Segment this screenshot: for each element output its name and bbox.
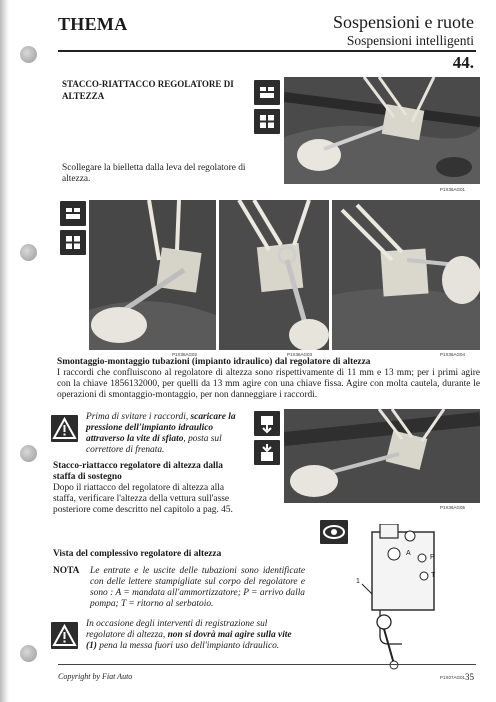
photo-chiave-2 xyxy=(219,200,329,350)
nota-label: NOTA xyxy=(53,566,80,576)
warning-text: In occasione degli interventi di registrazione sul regolatore di altezza, non si dovrà mai agire sulla vite (1) pena la messa fuori uso dell'impianto idraulico. xyxy=(86,619,292,651)
section-title: Stacco-riattacco regolatore di altezza dalla staffa di sostegno xyxy=(53,461,223,482)
photo-staffa xyxy=(284,409,480,503)
binder-hole xyxy=(20,645,37,662)
footer-rule xyxy=(58,664,476,665)
section-body: Scollegare la bielletta dalla leva del regolatore di altezza. xyxy=(62,163,246,184)
procedure-icon xyxy=(254,80,280,105)
section-body: Dopo il riattacco del regolatore di altezza alla staffa, verificare l'altezza della vettura sull'asse posteriore come descritto nel capitolo a pag. 45. xyxy=(53,483,233,515)
section-body: I raccordi che confluiscono al regolatore di altezza sono rispettivamente di 11 mm e 13 mm; per i primi agire con la chiave 1856132000, per quelli da 13 mm agire con una chiave fissa. Agire con molta cautela, durante le operazioni di smontaggio-montaggio, per non danneggiare i raccordi. xyxy=(57,368,480,400)
diagram-label: A xyxy=(406,550,411,557)
diagram-label: T xyxy=(431,572,436,579)
section-title: Vista del complessivo regolatore di altezza xyxy=(53,549,222,559)
binder-hole xyxy=(20,445,37,462)
diagram-label: 1 xyxy=(356,578,360,585)
figure-caption: P1X36AG01 xyxy=(440,187,466,192)
diagram-label: P xyxy=(430,554,435,561)
warning-icon xyxy=(51,622,78,649)
figure-caption: P1X36AG03 xyxy=(287,352,313,357)
disassembly-icon xyxy=(254,411,280,436)
eye-icon xyxy=(320,520,348,544)
figure-caption: P1X36AG02 xyxy=(172,352,198,357)
figure-caption: P1X07AG01 xyxy=(440,675,466,680)
assembly-icon xyxy=(60,230,86,255)
warning-text: Prima di svitare i raccordi, scaricare la pressione dell'impianto idraulico attraverso la vite di sfiato, posta sul correttore di frenata. xyxy=(86,412,236,455)
photo-bielletta xyxy=(284,77,480,184)
warning-icon xyxy=(51,415,78,442)
page-number: 35 xyxy=(465,672,474,682)
figure-caption: P1X36AG05 xyxy=(440,505,466,510)
header-rule xyxy=(58,50,476,52)
photo-chiave-1 xyxy=(89,200,216,350)
chapter-title: Sospensioni e ruote xyxy=(333,12,474,32)
binder-hole xyxy=(20,46,37,63)
section-title: Smontaggio-montaggio tubazioni (impianto idraulico) dal regolatore di altezza xyxy=(57,357,371,367)
page-binding-edge xyxy=(0,0,9,702)
nota-body: Le entrate e le uscite delle tubazioni sono identificate con delle lettere stampigliate sul corpo del regolatore e sono : A = mandata all'ammortizzatore; P = arrivo dalla pompa; T = ritorno al serbatoio. xyxy=(90,566,305,609)
procedure-icon xyxy=(60,201,86,226)
figure-caption: P1X36AG04 xyxy=(440,352,466,357)
copyright: Copyright by Fiat Auto xyxy=(58,672,133,681)
chapter-subtitle: Sospensioni intelligenti xyxy=(346,33,474,48)
disassembly-icon xyxy=(254,440,280,465)
binder-hole xyxy=(20,244,37,261)
brand-title: THEMA xyxy=(58,14,128,34)
section-title: STACCO-RIATTACCO REGOLATORE DI ALTEZZA xyxy=(62,79,234,101)
section-number: 44. xyxy=(452,53,474,72)
assembly-icon xyxy=(254,109,280,134)
regolatore-diagram xyxy=(352,524,480,674)
photo-chiave-3 xyxy=(332,200,480,350)
